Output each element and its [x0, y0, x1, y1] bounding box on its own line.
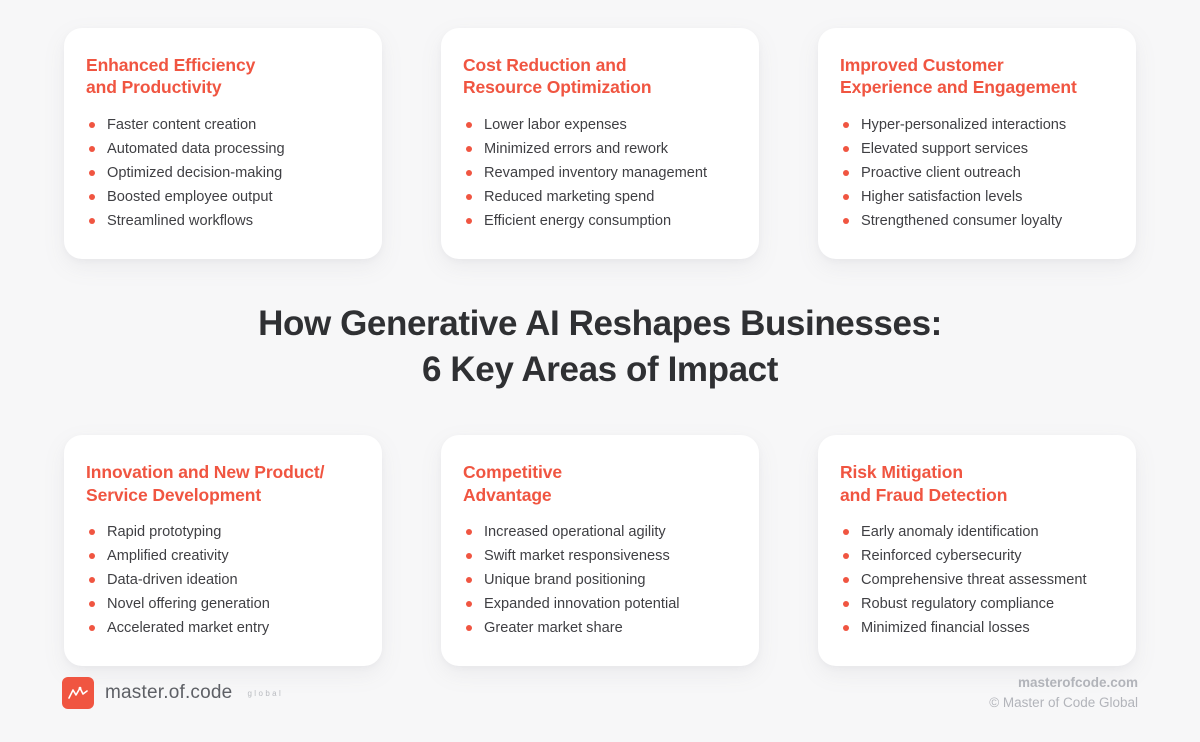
list-item-label: Proactive client outreach — [861, 164, 1021, 181]
list-item-label: Automated data processing — [107, 140, 285, 157]
list-item-label: Early anomaly identification — [861, 523, 1039, 540]
card-list — [463, 520, 735, 640]
bullet-dot-icon — [466, 218, 472, 224]
card-title-line-2: Service Development — [86, 484, 262, 505]
list-item-label: Rapid prototyping — [107, 523, 222, 540]
card-list — [463, 113, 735, 233]
list-item — [463, 113, 735, 137]
list-item-label: Reduced marketing spend — [484, 188, 655, 205]
list-item-label: Unique brand positioning — [484, 571, 646, 588]
card-title-line-1: Risk Mitigation — [840, 462, 963, 483]
list-item — [840, 568, 1112, 592]
card-title — [840, 461, 1112, 506]
list-item-label: Novel offering generation — [107, 595, 270, 612]
card-list — [840, 520, 1112, 640]
card-competitive-advantage — [441, 435, 759, 666]
bullet-dot-icon — [843, 601, 849, 607]
list-item-label: Faster content creation — [107, 116, 257, 133]
bullet-dot-icon — [89, 218, 95, 224]
list-item — [463, 616, 735, 640]
list-item — [86, 592, 358, 616]
page-title — [0, 259, 1200, 427]
bullet-dot-icon — [466, 529, 472, 535]
list-item-label: Higher satisfaction levels — [861, 188, 1023, 205]
card-title-line-2: and Fraud Detection — [840, 484, 1008, 505]
brand-name: master.of.code — [105, 682, 233, 703]
footer-credits — [989, 673, 1138, 712]
bullet-dot-icon — [89, 601, 95, 607]
list-item — [840, 161, 1112, 185]
bullet-dot-icon — [466, 553, 472, 559]
headline-line-1: How Generative AI Reshapes Businesses: — [258, 303, 942, 343]
headline-line-2: 6 Key Areas of Impact — [421, 349, 778, 389]
list-item-label: Greater market share — [484, 619, 623, 636]
list-item — [86, 185, 358, 209]
bullet-dot-icon — [843, 577, 849, 583]
list-item-label: Lower labor expenses — [484, 116, 627, 133]
bullet-dot-icon — [843, 529, 849, 535]
card-title-line-1: Enhanced Efficiency — [86, 55, 256, 75]
list-item — [86, 137, 358, 161]
bullet-dot-icon — [466, 625, 472, 631]
bullet-dot-icon — [466, 170, 472, 176]
list-item-label: Revamped inventory management — [484, 164, 708, 181]
list-item — [840, 137, 1112, 161]
list-item-label: Minimized errors and rework — [484, 140, 669, 157]
list-item — [840, 113, 1112, 137]
list-item — [840, 544, 1112, 568]
bullet-dot-icon — [466, 577, 472, 583]
bullet-dot-icon — [843, 553, 849, 559]
bullet-dot-icon — [843, 625, 849, 631]
card-title-line-2: Resource Optimization — [463, 77, 652, 98]
list-item — [463, 209, 735, 233]
card-title-line-1: Cost Reduction and — [463, 55, 627, 75]
bullet-dot-icon — [466, 194, 472, 200]
card-title-line-1: Competitive — [463, 462, 563, 483]
card-list — [840, 113, 1112, 233]
bullet-dot-icon — [89, 146, 95, 152]
card-title — [840, 54, 1112, 99]
list-item-label: Hyper-personalized interactions — [861, 116, 1067, 133]
bullet-dot-icon — [89, 170, 95, 176]
top-card-row — [0, 0, 1200, 259]
website-url: masterofcode.com — [1017, 675, 1138, 691]
list-item-label: Comprehensive threat assessment — [861, 571, 1087, 588]
footer — [0, 666, 1200, 720]
copyright-text: © Master of Code Global — [989, 695, 1138, 710]
list-item — [86, 568, 358, 592]
list-item — [840, 209, 1112, 233]
card-list — [86, 113, 358, 233]
bullet-dot-icon — [843, 122, 849, 128]
list-item-label: Streamlined workflows — [107, 212, 253, 229]
bullet-dot-icon — [89, 122, 95, 128]
card-title-line-2: Experience and Engagement — [840, 77, 1077, 98]
list-item — [463, 568, 735, 592]
list-item — [86, 209, 358, 233]
brand-tagline: global — [247, 688, 284, 698]
card-title-line-1: Innovation and New Product/ — [86, 462, 325, 483]
bullet-dot-icon — [89, 577, 95, 583]
card-title-line-1: Improved Customer — [840, 55, 1004, 75]
bullet-dot-icon — [466, 601, 472, 607]
list-item — [463, 544, 735, 568]
card-cost-reduction — [441, 28, 759, 259]
card-title — [86, 461, 358, 506]
card-enhanced-efficiency — [64, 28, 382, 259]
list-item-label: Data-driven ideation — [107, 571, 238, 588]
bullet-dot-icon — [89, 553, 95, 559]
bullet-dot-icon — [89, 625, 95, 631]
list-item — [840, 616, 1112, 640]
list-item-label: Optimized decision-making — [107, 164, 283, 181]
list-item-label: Minimized financial losses — [861, 619, 1030, 636]
bullet-dot-icon — [466, 146, 472, 152]
list-item — [840, 185, 1112, 209]
bullet-dot-icon — [843, 218, 849, 224]
list-item — [840, 592, 1112, 616]
bullet-dot-icon — [89, 529, 95, 535]
list-item — [86, 544, 358, 568]
card-title-line-2: and Productivity — [86, 77, 222, 98]
card-innovation-new-product — [64, 435, 382, 666]
card-title — [463, 461, 735, 506]
list-item-label: Expanded innovation potential — [484, 595, 680, 612]
list-item — [463, 520, 735, 544]
card-title — [463, 54, 735, 99]
list-item — [463, 592, 735, 616]
brand-logo — [62, 677, 283, 709]
bullet-dot-icon — [843, 170, 849, 176]
list-item-label: Reinforced cybersecurity — [861, 547, 1022, 564]
list-item — [463, 185, 735, 209]
list-item-label: Increased operational agility — [484, 523, 666, 540]
list-item-label: Accelerated market entry — [107, 619, 270, 636]
list-item — [463, 137, 735, 161]
bullet-dot-icon — [89, 194, 95, 200]
bottom-card-row — [0, 427, 1200, 666]
list-item-label: Boosted employee output — [107, 188, 273, 205]
card-risk-mitigation — [818, 435, 1136, 666]
bullet-dot-icon — [466, 122, 472, 128]
bullet-dot-icon — [843, 194, 849, 200]
list-item-label: Elevated support services — [861, 140, 1029, 157]
card-title-line-2: Advantage — [463, 484, 552, 505]
list-item-label: Efficient energy consumption — [484, 212, 672, 229]
list-item-label: Strengthened consumer loyalty — [861, 212, 1063, 229]
list-item — [86, 616, 358, 640]
master-of-code-logo-icon — [62, 677, 94, 709]
bullet-dot-icon — [843, 146, 849, 152]
list-item — [86, 161, 358, 185]
card-improved-customer-experience — [818, 28, 1136, 259]
list-item — [463, 161, 735, 185]
list-item-label: Amplified creativity — [107, 547, 229, 564]
list-item — [840, 520, 1112, 544]
list-item-label: Robust regulatory compliance — [861, 595, 1055, 612]
list-item — [86, 520, 358, 544]
list-item-label: Swift market responsiveness — [484, 547, 670, 564]
list-item — [86, 113, 358, 137]
card-title — [86, 54, 358, 99]
card-list — [86, 520, 358, 640]
